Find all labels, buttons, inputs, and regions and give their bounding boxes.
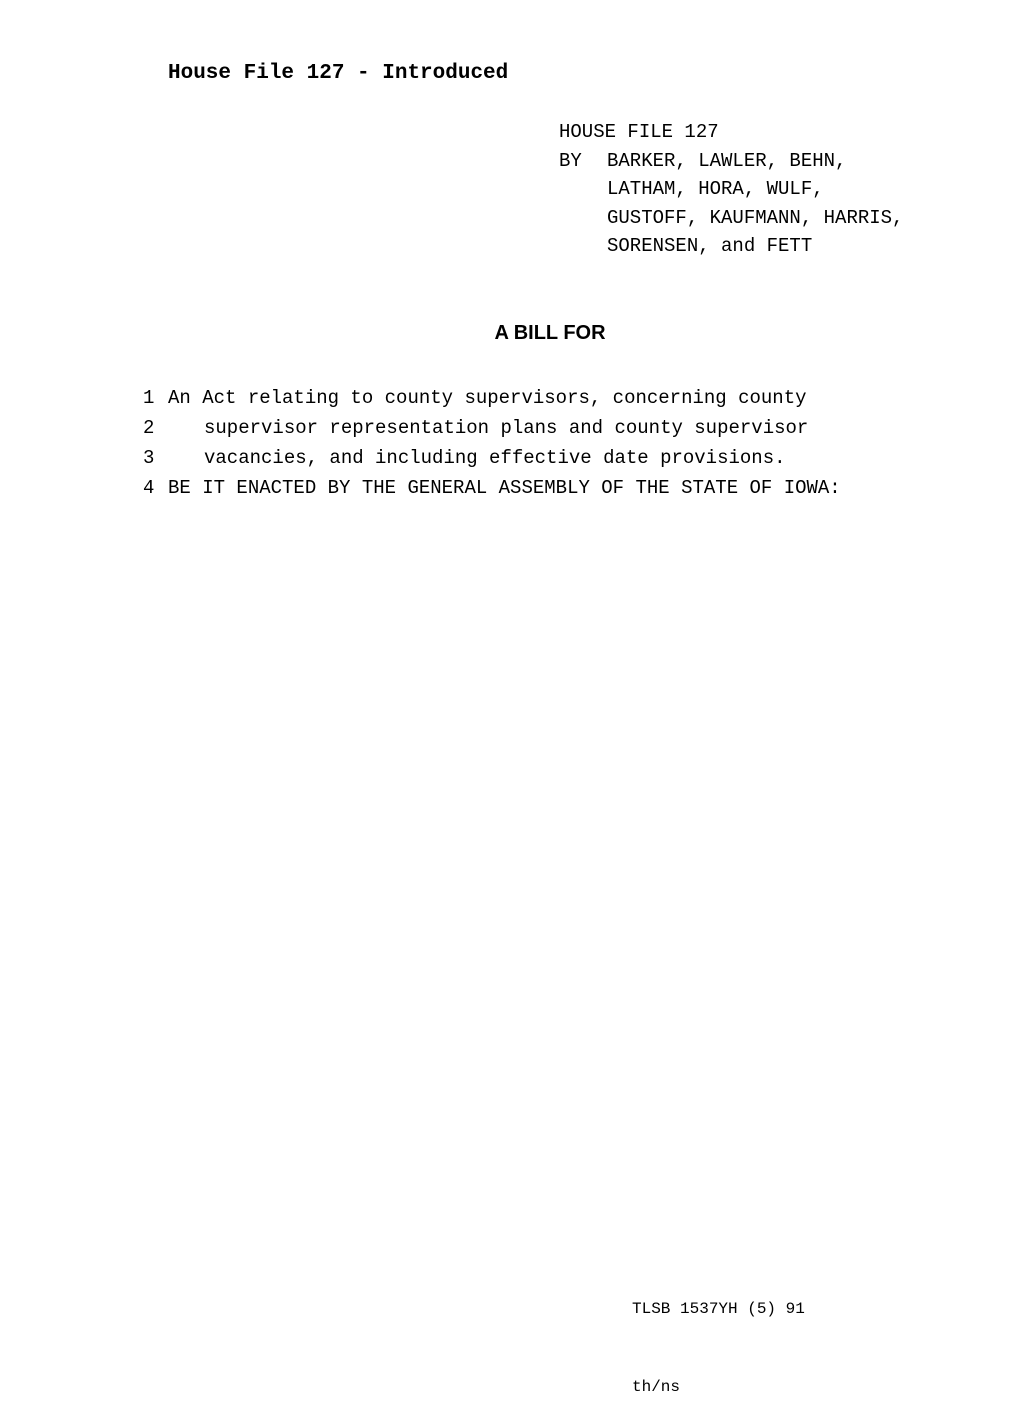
sponsor-line: BARKER, LAWLER, BEHN, [607, 149, 847, 172]
bill-heading: A BILL FOR [494, 322, 606, 344]
sponsor-line: GUSTOFF, KAUFMANN, HARRIS, [607, 206, 904, 229]
document-title: House File 127 - Introduced [168, 62, 509, 85]
document-footer [632, 1244, 805, 1426]
line-number: 3 [143, 447, 155, 469]
line-number: 1 [143, 387, 155, 409]
footer-initials: th/ns [632, 1378, 681, 1396]
bill-line [143, 413, 841, 443]
line-text: supervisor representation plans and county supervisor [204, 417, 809, 439]
sponsor-line: SORENSEN, and FETT [607, 235, 813, 257]
bill-line [143, 443, 841, 473]
bill-text [143, 383, 841, 503]
bill-line [143, 383, 841, 413]
bill-number: HOUSE FILE 127 [559, 121, 719, 143]
sponsor-line: LATHAM, HORA, WULF, [607, 178, 824, 200]
line-text: An Act relating to county supervisors, concerning county [168, 387, 807, 409]
by-label: BY [559, 149, 582, 172]
sponsor-row [559, 147, 903, 176]
bill-identification [559, 118, 903, 261]
line-text: BE IT ENACTED BY THE GENERAL ASSEMBLY OF THE STATE OF IOWA: [168, 477, 841, 499]
footer-code: TLSB 1537YH (5) 91 [632, 1300, 805, 1318]
line-number: 2 [143, 417, 155, 439]
bill-line [143, 473, 841, 503]
line-number: 4 [143, 477, 155, 499]
line-text: vacancies, and including effective date provisions. [204, 447, 786, 469]
